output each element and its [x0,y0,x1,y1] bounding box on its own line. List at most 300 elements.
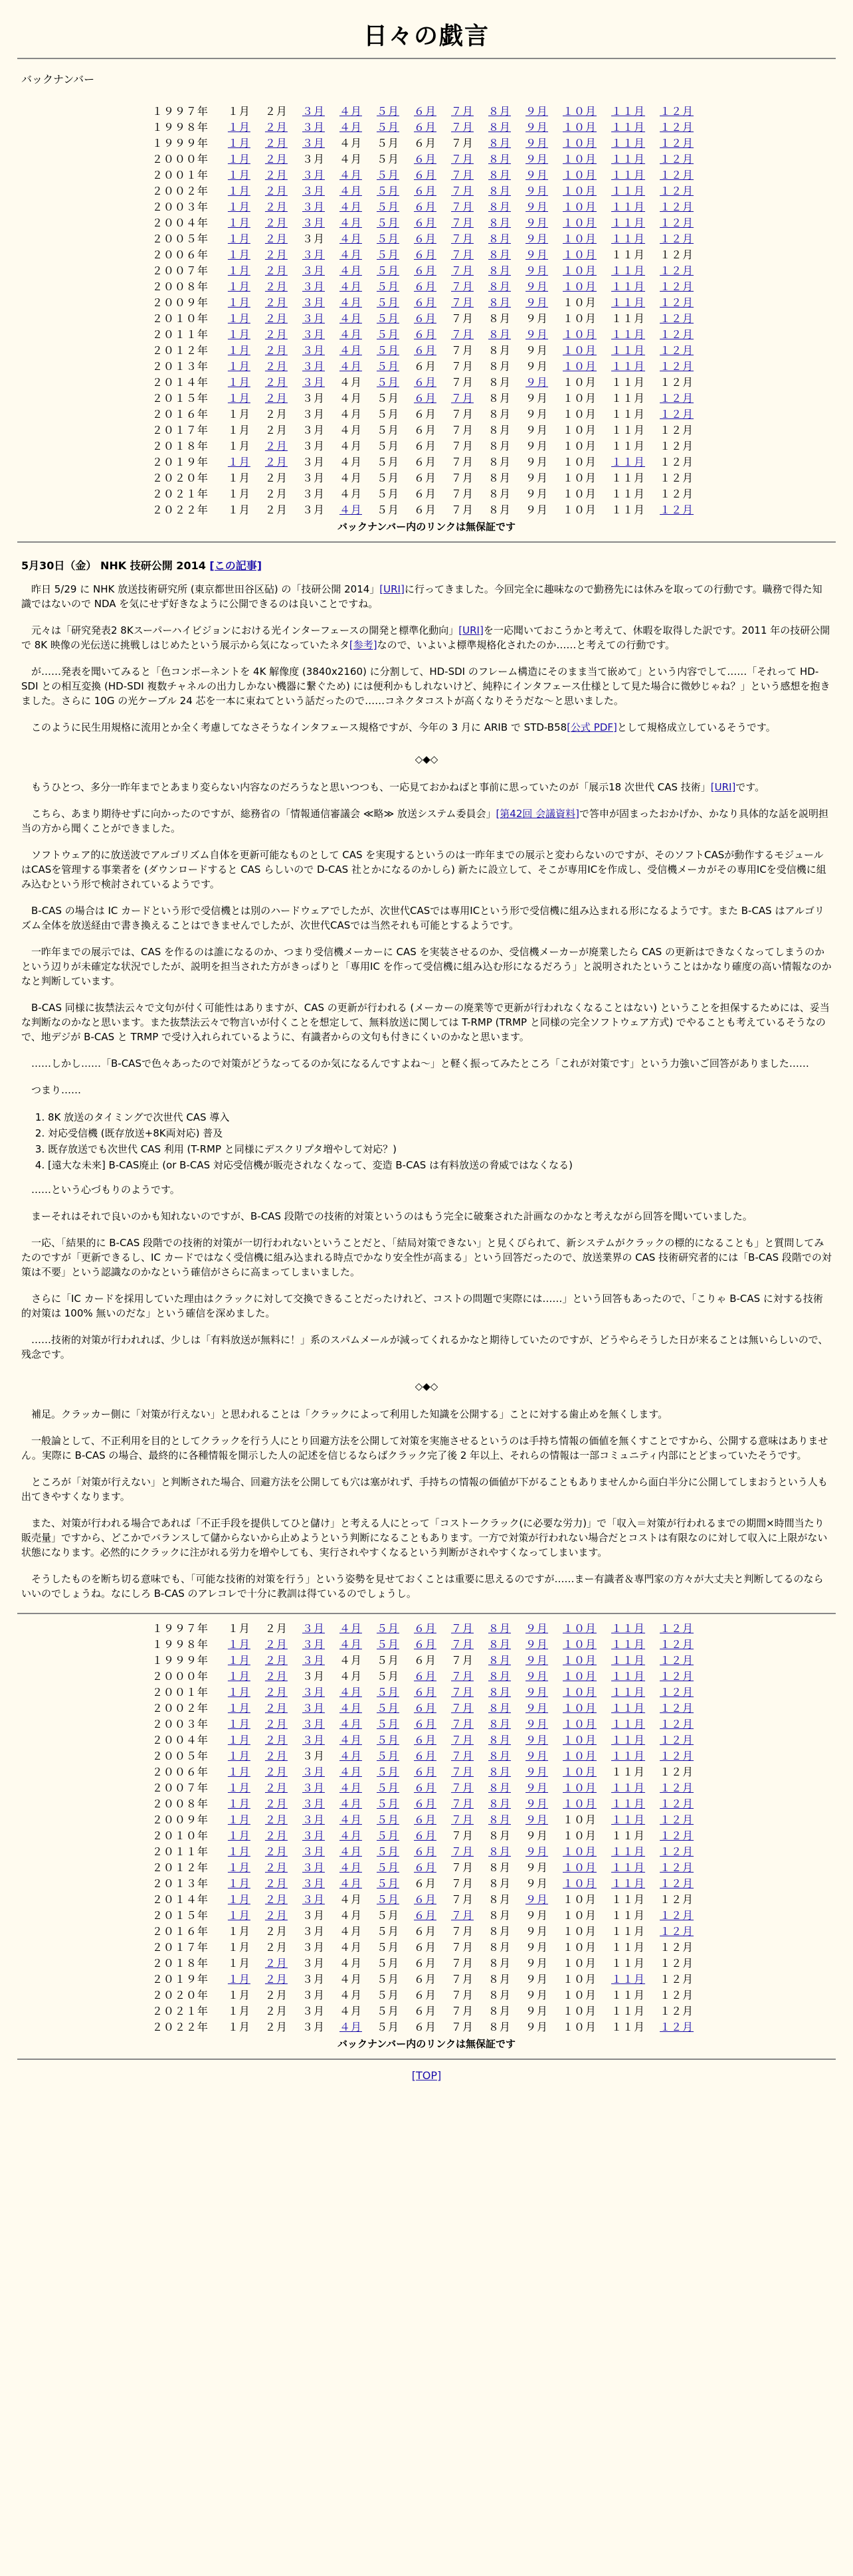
archive-month-link[interactable]: １２月 [660,201,694,213]
archive-month-link[interactable]: ８月 [488,137,512,149]
archive-month-link[interactable]: ３月 [302,169,325,181]
archive-month-link[interactable]: ２月 [264,1813,288,1826]
archive-month-link[interactable]: ３月 [302,344,325,357]
archive-month-link[interactable]: １月 [227,1718,250,1730]
archive-month-link[interactable]: ９月 [525,1654,549,1667]
archive-month-link[interactable]: １２月 [660,1925,694,1938]
archive-month-link[interactable]: ８月 [488,201,512,213]
archive-month-link[interactable]: ４月 [339,1750,362,1762]
archive-month-link[interactable]: ４月 [339,1766,362,1778]
archive-month-link[interactable]: ２月 [264,1957,288,1970]
archive-month-link[interactable]: ６月 [413,1670,436,1683]
archive-month-link[interactable]: ３月 [302,312,325,325]
archive-month-link[interactable]: ８月 [488,1622,512,1635]
archive-month-link[interactable]: １２月 [660,185,694,197]
archive-month-link[interactable]: １１月 [611,1622,646,1635]
archive-month-link[interactable]: ５月 [376,1877,399,1890]
archive-month-link[interactable]: １月 [227,1782,250,1794]
archive-month-link[interactable]: ２月 [264,1909,288,1922]
archive-month-link[interactable]: １２月 [660,1813,694,1826]
archive-month-link[interactable]: １１月 [611,121,646,134]
archive-month-link[interactable]: １０月 [563,1861,597,1874]
archive-month-link[interactable]: ２月 [264,1797,288,1810]
archive-month-link[interactable]: １２月 [660,1829,694,1842]
entry-permalink[interactable]: [この記事] [209,559,262,572]
archive-month-link[interactable]: １月 [227,312,250,325]
archive-month-link[interactable]: １０月 [563,1877,597,1890]
archive-month-link[interactable]: １０月 [563,1718,597,1730]
archive-month-link[interactable]: １０月 [563,1654,597,1667]
archive-month-link[interactable]: １２月 [660,296,694,309]
archive-month-link[interactable]: ９月 [525,105,549,118]
archive-month-link[interactable]: ４月 [339,296,362,309]
archive-month-link[interactable]: ７月 [451,185,474,197]
archive-month-link[interactable]: ３月 [302,1734,325,1746]
archive-month-link[interactable]: ４月 [339,217,362,229]
archive-month-link[interactable]: ４月 [339,185,362,197]
archive-month-link[interactable]: １０月 [563,1782,597,1794]
archive-month-link[interactable]: １１月 [611,1718,646,1730]
archive-month-link[interactable]: １月 [227,1702,250,1714]
archive-month-link[interactable]: ６月 [413,1718,436,1730]
archive-month-link[interactable]: ２月 [264,153,288,165]
archive-month-link[interactable]: １１月 [611,1845,646,1858]
archive-month-link[interactable]: ３月 [302,1654,325,1667]
archive-month-link[interactable]: １１月 [611,296,646,309]
archive-month-link[interactable]: １０月 [563,169,597,181]
document-link[interactable]: [第42回 会議資料] [496,808,580,820]
archive-month-link[interactable]: ５月 [376,1861,399,1874]
archive-month-link[interactable]: ７月 [451,1686,474,1699]
archive-month-link[interactable]: ７月 [451,1670,474,1683]
archive-month-link[interactable]: ２月 [264,217,288,229]
archive-month-link[interactable]: １０月 [563,201,597,213]
archive-month-link[interactable]: ３月 [302,1686,325,1699]
archive-month-link[interactable]: ９月 [525,1638,549,1651]
archive-month-link[interactable]: ２月 [264,392,288,405]
archive-month-link[interactable]: １１月 [611,1973,646,1985]
archive-month-link[interactable]: ６月 [413,232,436,245]
archive-month-link[interactable]: ８月 [488,296,512,309]
archive-month-link[interactable]: ５月 [376,376,399,389]
archive-month-link[interactable]: ５月 [376,1734,399,1746]
archive-month-link[interactable]: ２月 [264,360,288,373]
archive-month-link[interactable]: ９月 [525,1702,549,1714]
archive-month-link[interactable]: ５月 [376,1750,399,1762]
archive-month-link[interactable]: ２月 [264,1670,288,1683]
archive-month-link[interactable]: ３月 [302,1702,325,1714]
archive-month-link[interactable]: １２月 [660,328,694,341]
archive-month-link[interactable]: ９月 [525,1766,549,1778]
archive-month-link[interactable]: １２月 [660,1622,694,1635]
archive-month-link[interactable]: １１月 [611,153,646,165]
archive-month-link[interactable]: ２月 [264,328,288,341]
archive-month-link[interactable]: １０月 [563,1686,597,1699]
archive-month-link[interactable]: １２月 [660,153,694,165]
archive-month-link[interactable]: １２月 [660,1734,694,1746]
archive-month-link[interactable]: １０月 [563,1638,597,1651]
archive-month-link[interactable]: ４月 [339,1813,362,1826]
archive-month-link[interactable]: １月 [227,248,250,261]
archive-month-link[interactable]: １１月 [611,232,646,245]
archive-month-link[interactable]: １２月 [660,392,694,405]
archive-month-link[interactable]: ２月 [264,137,288,149]
archive-month-link[interactable]: ２月 [264,1718,288,1730]
archive-month-link[interactable]: ７月 [451,105,474,118]
archive-month-link[interactable]: ４月 [339,1622,362,1635]
archive-month-link[interactable]: １０月 [563,360,597,373]
archive-month-link[interactable]: ７月 [451,169,474,181]
archive-month-link[interactable]: ９月 [525,328,549,341]
archive-month-link[interactable]: １２月 [660,504,694,516]
archive-month-link[interactable]: ８月 [488,1766,512,1778]
archive-month-link[interactable]: １月 [227,264,250,277]
archive-month-link[interactable]: ８月 [488,328,512,341]
archive-month-link[interactable]: １月 [227,121,250,134]
archive-month-link[interactable]: ４月 [339,1702,362,1714]
archive-month-link[interactable]: ９月 [525,296,549,309]
archive-month-link[interactable]: ６月 [413,1845,436,1858]
archive-month-link[interactable]: ９月 [525,153,549,165]
archive-month-link[interactable]: １月 [227,1766,250,1778]
archive-month-link[interactable]: ３月 [302,121,325,134]
archive-month-link[interactable]: ３月 [302,137,325,149]
archive-month-link[interactable]: ８月 [488,1702,512,1714]
archive-month-link[interactable]: １月 [227,456,250,468]
archive-month-link[interactable]: ８月 [488,1686,512,1699]
archive-month-link[interactable]: ９月 [525,248,549,261]
archive-month-link[interactable]: １０月 [563,1766,597,1778]
archive-month-link[interactable]: ６月 [413,312,436,325]
archive-month-link[interactable]: １２月 [660,217,694,229]
archive-month-link[interactable]: １２月 [660,137,694,149]
archive-month-link[interactable]: ６月 [413,264,436,277]
archive-month-link[interactable]: ６月 [413,153,436,165]
archive-month-link[interactable]: ５月 [376,280,399,293]
archive-month-link[interactable]: １２月 [660,1718,694,1730]
archive-month-link[interactable]: ９月 [525,280,549,293]
archive-month-link[interactable]: ８月 [488,1813,512,1826]
archive-month-link[interactable]: ８月 [488,280,512,293]
archive-month-link[interactable]: １２月 [660,1750,694,1762]
archive-month-link[interactable]: ５月 [376,1718,399,1730]
archive-month-link[interactable]: ４月 [339,264,362,277]
archive-month-link[interactable]: ７月 [451,153,474,165]
archive-month-link[interactable]: １月 [227,1670,250,1683]
archive-month-link[interactable]: ７月 [451,1797,474,1810]
archive-month-link[interactable]: ５月 [376,121,399,134]
archive-month-link[interactable]: ７月 [451,1638,474,1651]
archive-month-link[interactable]: １月 [227,296,250,309]
archive-month-link[interactable]: ３月 [302,328,325,341]
archive-month-link[interactable]: １０月 [563,1670,597,1683]
archive-month-link[interactable]: １月 [227,1893,250,1906]
archive-month-link[interactable]: ３月 [302,201,325,213]
archive-month-link[interactable]: ２月 [264,1766,288,1778]
archive-month-link[interactable]: ５月 [376,360,399,373]
archive-month-link[interactable]: ４月 [339,504,362,516]
archive-month-link[interactable]: ８月 [488,1750,512,1762]
archive-month-link[interactable]: １１月 [611,201,646,213]
archive-month-link[interactable]: ５月 [376,1797,399,1810]
archive-month-link[interactable]: ２月 [264,169,288,181]
archive-month-link[interactable]: ８月 [488,248,512,261]
archive-month-link[interactable]: ９月 [525,201,549,213]
archive-month-link[interactable]: ３月 [302,1622,325,1635]
archive-month-link[interactable]: １１月 [611,185,646,197]
archive-month-link[interactable]: ９月 [525,1718,549,1730]
archive-month-link[interactable]: ３月 [302,217,325,229]
archive-month-link[interactable]: ５月 [376,1782,399,1794]
archive-month-link[interactable]: ６月 [413,1909,436,1922]
archive-month-link[interactable]: ７月 [451,1702,474,1714]
archive-month-link[interactable]: ８月 [488,153,512,165]
archive-month-link[interactable]: ３月 [302,1638,325,1651]
archive-month-link[interactable]: ７月 [451,1750,474,1762]
archive-month-link[interactable]: １０月 [563,344,597,357]
archive-month-link[interactable]: １月 [227,1734,250,1746]
archive-month-link[interactable]: ４月 [339,312,362,325]
archive-month-link[interactable]: ４月 [339,2021,362,2033]
archive-month-link[interactable]: ６月 [413,105,436,118]
archive-month-link[interactable]: １月 [227,217,250,229]
archive-month-link[interactable]: ７月 [451,1782,474,1794]
archive-month-link[interactable]: ８月 [488,1734,512,1746]
archive-month-link[interactable]: １月 [227,344,250,357]
archive-month-link[interactable]: １２月 [660,312,694,325]
archive-month-link[interactable]: １１月 [611,1750,646,1762]
archive-month-link[interactable]: ３月 [302,1766,325,1778]
archive-month-link[interactable]: ７月 [451,296,474,309]
archive-month-link[interactable]: ５月 [376,169,399,181]
archive-month-link[interactable]: １月 [227,1797,250,1810]
archive-month-link[interactable]: ７月 [451,1622,474,1635]
archive-month-link[interactable]: １月 [227,232,250,245]
archive-month-link[interactable]: １月 [227,185,250,197]
archive-month-link[interactable]: ８月 [488,121,512,134]
archive-month-link[interactable]: ２月 [264,1782,288,1794]
archive-month-link[interactable]: １２月 [660,1877,694,1890]
uri-link[interactable]: [URI] [379,583,405,595]
archive-month-link[interactable]: ２月 [264,248,288,261]
archive-month-link[interactable]: ６月 [413,201,436,213]
archive-month-link[interactable]: ８月 [488,1718,512,1730]
archive-month-link[interactable]: ６月 [413,1686,436,1699]
archive-month-link[interactable]: ８月 [488,185,512,197]
archive-month-link[interactable]: ３月 [302,105,325,118]
archive-month-link[interactable]: ９月 [525,376,549,389]
archive-month-link[interactable]: ２月 [264,456,288,468]
archive-month-link[interactable]: １月 [227,1845,250,1858]
archive-month-link[interactable]: ７月 [451,1813,474,1826]
archive-month-link[interactable]: ３月 [302,1718,325,1730]
archive-month-link[interactable]: ７月 [451,1766,474,1778]
archive-month-link[interactable]: １月 [227,280,250,293]
archive-month-link[interactable]: ５月 [376,1638,399,1651]
archive-month-link[interactable]: １２月 [660,1845,694,1858]
archive-month-link[interactable]: ４月 [339,1718,362,1730]
archive-month-link[interactable]: ２月 [264,280,288,293]
archive-month-link[interactable]: ５月 [376,1893,399,1906]
archive-month-link[interactable]: １０月 [563,1750,597,1762]
archive-month-link[interactable]: ２月 [264,185,288,197]
archive-month-link[interactable]: ３月 [302,264,325,277]
archive-month-link[interactable]: １０月 [563,328,597,341]
archive-month-link[interactable]: １０月 [563,121,597,134]
archive-month-link[interactable]: ４月 [339,201,362,213]
archive-month-link[interactable]: ２月 [264,201,288,213]
archive-month-link[interactable]: ８月 [488,169,512,181]
uri-link[interactable]: [URI] [458,624,484,636]
archive-month-link[interactable]: １０月 [563,280,597,293]
archive-month-link[interactable]: ５月 [376,1813,399,1826]
archive-month-link[interactable]: ２月 [264,1877,288,1890]
archive-month-link[interactable]: ６月 [413,328,436,341]
archive-month-link[interactable]: ６月 [413,1813,436,1826]
archive-month-link[interactable]: １２月 [660,1670,694,1683]
archive-month-link[interactable]: １２月 [660,1782,694,1794]
archive-month-link[interactable]: ６月 [413,1893,436,1906]
archive-month-link[interactable]: １１月 [611,264,646,277]
reference-link[interactable]: [参考] [349,639,377,651]
archive-month-link[interactable]: ６月 [413,1861,436,1874]
archive-month-link[interactable]: ２月 [264,296,288,309]
archive-month-link[interactable]: １１月 [611,1654,646,1667]
archive-month-link[interactable]: １０月 [563,137,597,149]
archive-month-link[interactable]: ６月 [413,1797,436,1810]
archive-month-link[interactable]: ２月 [264,1734,288,1746]
archive-month-link[interactable]: ５月 [376,201,399,213]
archive-month-link[interactable]: ８月 [488,232,512,245]
archive-month-link[interactable]: ５月 [376,217,399,229]
archive-month-link[interactable]: ６月 [413,185,436,197]
archive-month-link[interactable]: １１月 [611,328,646,341]
archive-month-link[interactable]: ６月 [413,217,436,229]
archive-month-link[interactable]: ４月 [339,121,362,134]
archive-month-link[interactable]: １２月 [660,1686,694,1699]
archive-month-link[interactable]: ６月 [413,1782,436,1794]
archive-month-link[interactable]: １２月 [660,360,694,373]
archive-month-link[interactable]: ９月 [525,1797,549,1810]
archive-month-link[interactable]: ８月 [488,105,512,118]
archive-month-link[interactable]: １月 [227,1638,250,1651]
archive-month-link[interactable]: １２月 [660,408,694,420]
archive-month-link[interactable]: １１月 [611,217,646,229]
archive-month-link[interactable]: ６月 [413,1622,436,1635]
archive-month-link[interactable]: ２月 [264,1702,288,1714]
archive-month-link[interactable]: ７月 [451,1734,474,1746]
archive-month-link[interactable]: １１月 [611,1861,646,1874]
archive-month-link[interactable]: ４月 [339,1686,362,1699]
archive-month-link[interactable]: ５月 [376,264,399,277]
archive-month-link[interactable]: １１月 [611,344,646,357]
archive-month-link[interactable]: １０月 [563,1797,597,1810]
archive-month-link[interactable]: ３月 [302,360,325,373]
archive-month-link[interactable]: １月 [227,1909,250,1922]
archive-month-link[interactable]: ９月 [525,1845,549,1858]
archive-month-link[interactable]: ５月 [376,344,399,357]
archive-month-link[interactable]: ７月 [451,392,474,405]
archive-month-link[interactable]: １２月 [660,232,694,245]
archive-month-link[interactable]: １月 [227,1750,250,1762]
archive-month-link[interactable]: ８月 [488,1797,512,1810]
archive-month-link[interactable]: ４月 [339,169,362,181]
archive-month-link[interactable]: ７月 [451,280,474,293]
archive-month-link[interactable]: １月 [227,153,250,165]
archive-month-link[interactable]: ４月 [339,280,362,293]
archive-month-link[interactable]: ８月 [488,1782,512,1794]
archive-month-link[interactable]: １１月 [611,1670,646,1683]
archive-month-link[interactable]: １月 [227,137,250,149]
archive-month-link[interactable]: ４月 [339,1734,362,1746]
archive-month-link[interactable]: ９月 [525,264,549,277]
archive-month-link[interactable]: ４月 [339,248,362,261]
archive-month-link[interactable]: ７月 [451,1909,474,1922]
archive-month-link[interactable]: ５月 [376,1702,399,1714]
archive-month-link[interactable]: ６月 [413,280,436,293]
archive-month-link[interactable]: ５月 [376,185,399,197]
archive-month-link[interactable]: ３月 [302,248,325,261]
archive-month-link[interactable]: １月 [227,1813,250,1826]
archive-month-link[interactable]: １月 [227,1686,250,1699]
archive-month-link[interactable]: ４月 [339,105,362,118]
archive-month-link[interactable]: ４月 [339,1797,362,1810]
archive-month-link[interactable]: １２月 [660,280,694,293]
archive-month-link[interactable]: ６月 [413,296,436,309]
archive-month-link[interactable]: ２月 [264,344,288,357]
archive-month-link[interactable]: ９月 [525,1893,549,1906]
archive-month-link[interactable]: １２月 [660,169,694,181]
archive-month-link[interactable]: ９月 [525,1734,549,1746]
archive-month-link[interactable]: ８月 [488,1670,512,1683]
archive-month-link[interactable]: １０月 [563,1702,597,1714]
archive-month-link[interactable]: ４月 [339,360,362,373]
archive-month-link[interactable]: １月 [227,1973,250,1985]
archive-month-link[interactable]: ３月 [302,296,325,309]
archive-month-link[interactable]: ９月 [525,1782,549,1794]
archive-month-link[interactable]: １０月 [563,248,597,261]
archive-month-link[interactable]: ９月 [525,121,549,134]
archive-month-link[interactable]: ２月 [264,1638,288,1651]
archive-month-link[interactable]: ６月 [413,392,436,405]
archive-month-link[interactable]: ９月 [525,1813,549,1826]
archive-month-link[interactable]: ８月 [488,1638,512,1651]
archive-month-link[interactable]: ４月 [339,1861,362,1874]
archive-month-link[interactable]: １月 [227,360,250,373]
archive-month-link[interactable]: ７月 [451,217,474,229]
archive-month-link[interactable]: ３月 [302,1845,325,1858]
archive-month-link[interactable]: １月 [227,1877,250,1890]
archive-month-link[interactable]: ２月 [264,1845,288,1858]
archive-month-link[interactable]: １０月 [563,105,597,118]
archive-month-link[interactable]: ３月 [302,1877,325,1890]
archive-month-link[interactable]: ５月 [376,1845,399,1858]
archive-month-link[interactable]: ７月 [451,264,474,277]
uri-link[interactable]: [URI] [710,781,736,793]
archive-month-link[interactable]: ２月 [264,440,288,452]
archive-month-link[interactable]: １２月 [660,344,694,357]
archive-month-link[interactable]: ２月 [264,1654,288,1667]
archive-month-link[interactable]: ２月 [264,1686,288,1699]
archive-month-link[interactable]: ７月 [451,121,474,134]
archive-month-link[interactable]: ５月 [376,1622,399,1635]
pdf-link[interactable]: [公式 PDF] [567,721,617,733]
archive-month-link[interactable]: ８月 [488,264,512,277]
archive-month-link[interactable]: ３月 [302,376,325,389]
archive-month-link[interactable]: ８月 [488,1845,512,1858]
archive-month-link[interactable]: １月 [227,392,250,405]
archive-month-link[interactable]: １月 [227,201,250,213]
